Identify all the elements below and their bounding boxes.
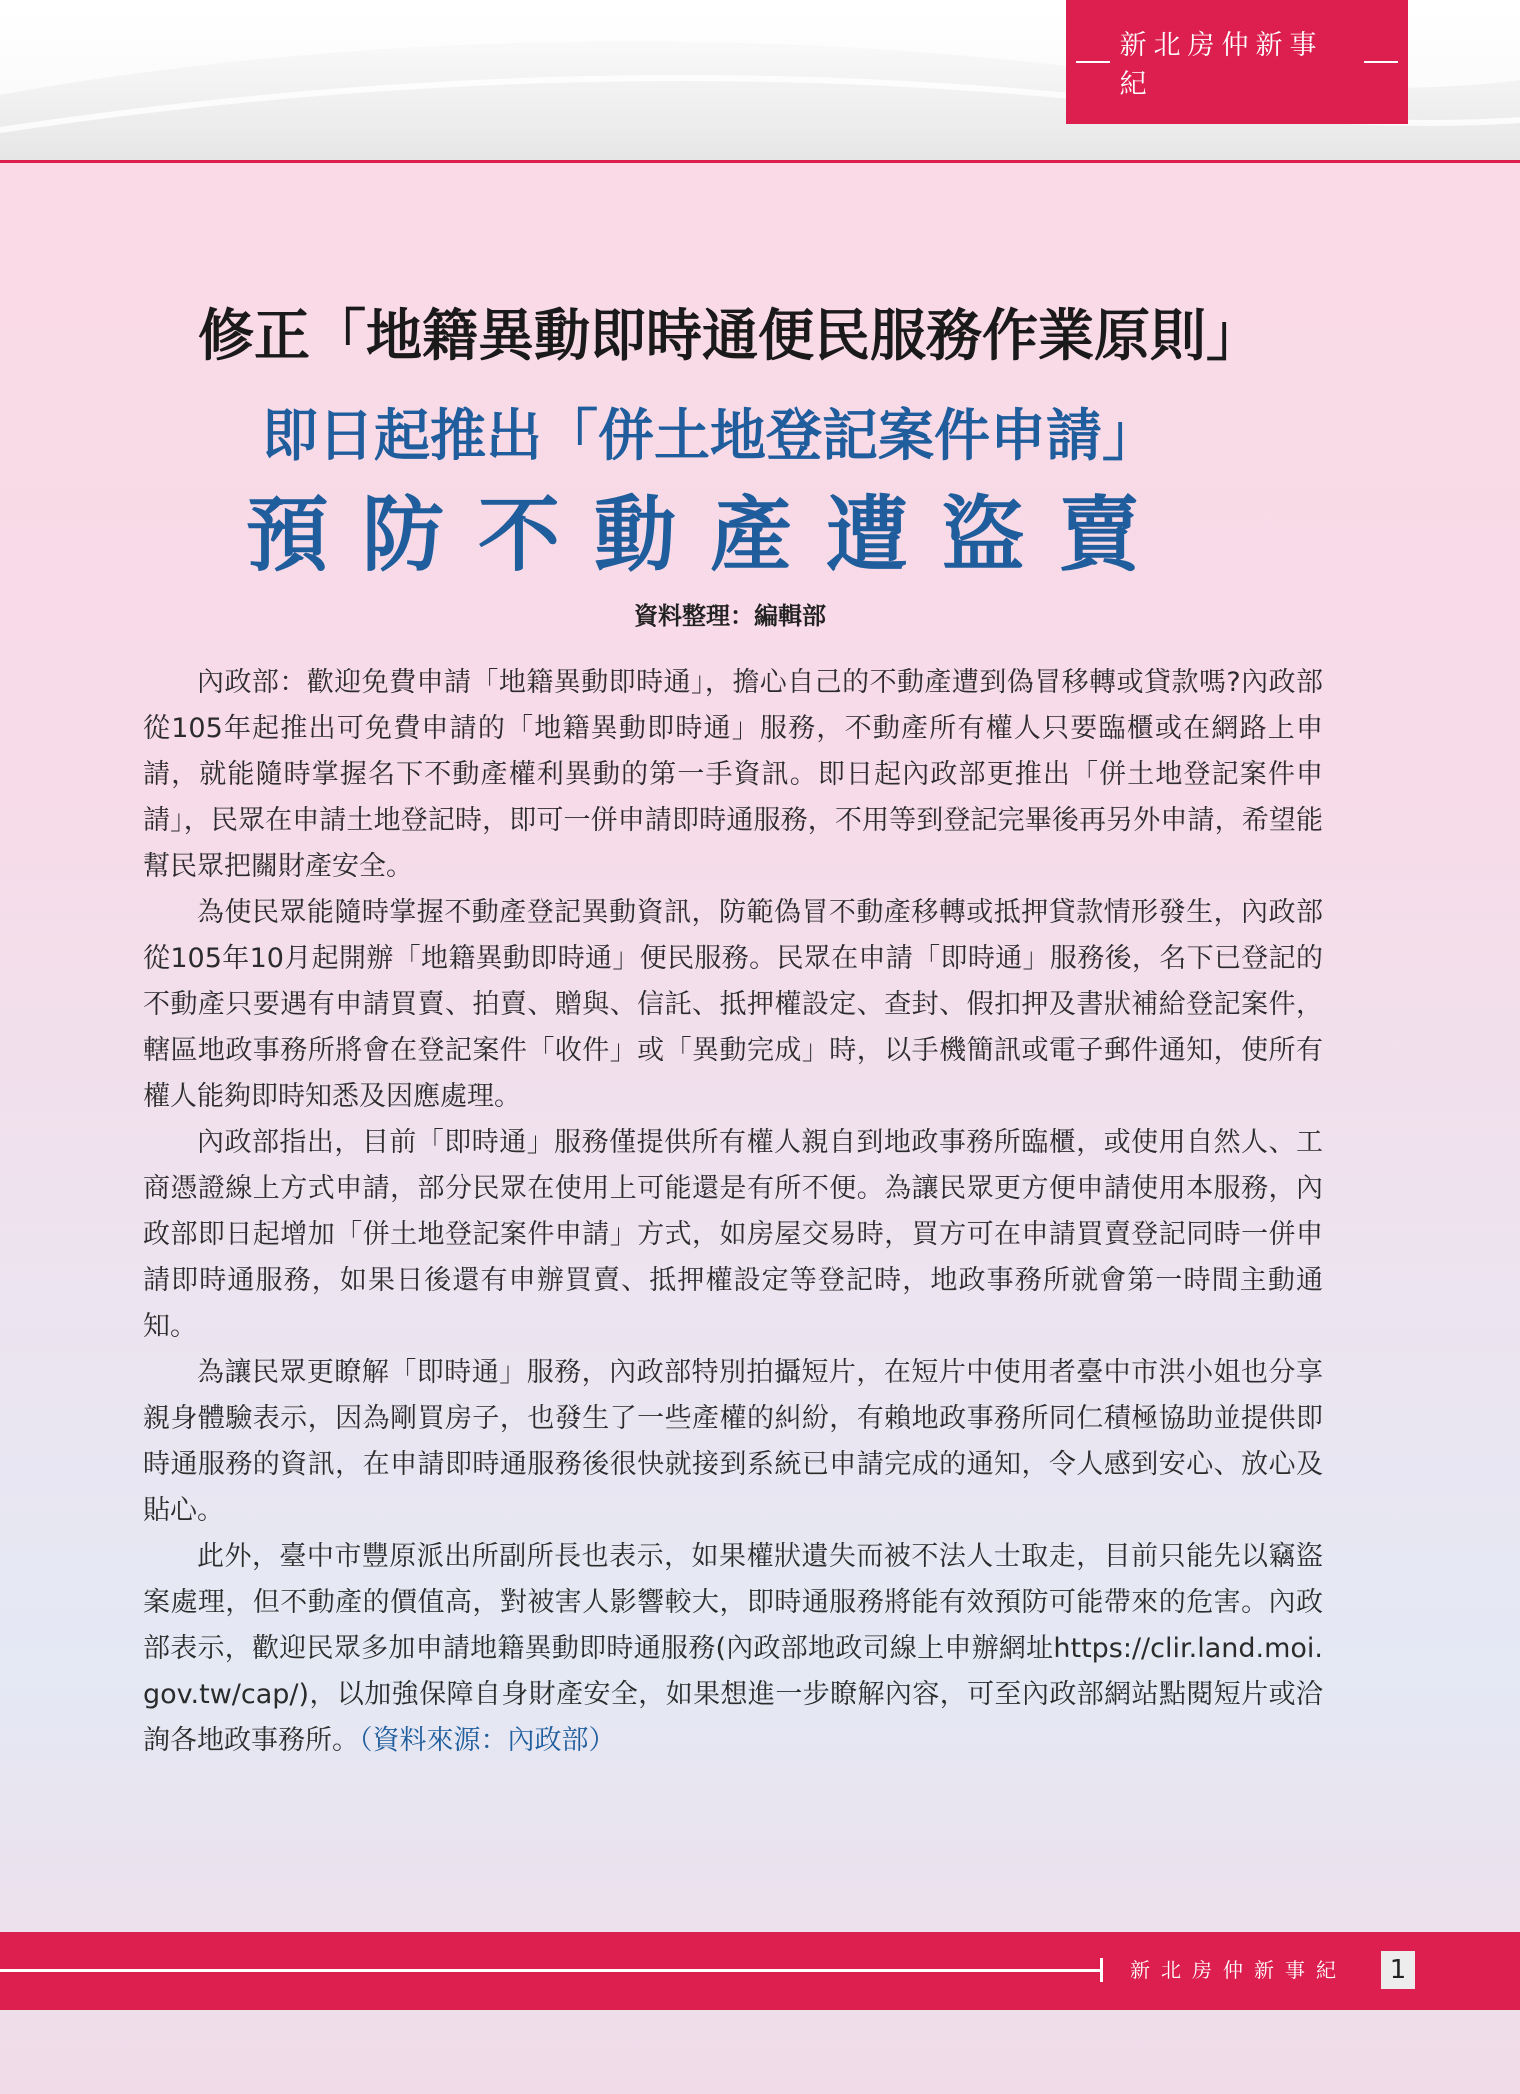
dash-left: [1076, 61, 1110, 63]
paragraph-5-text: 此外，臺中市豐原派出所副所長也表示，如果權狀遺失而被不法人士取走，目前只能先以竊盜案處理，但不動產的價值高，對被害人影響較大，即時通服務將能有效預防可能帶來的危害。內政部表示，歡迎民眾多加申請地籍異動即時通服務(內政部地政司線上申辦網址https://clir.land.moi.gov.tw/cap/)，以加強保障自身財產安全，如果想進一步瞭解內容，可至內政部網站點閱短片或洽詢各地政事務所。: [143, 1541, 1323, 1756]
title-line-1: 修正「地籍異動即時通便民服務作業原則」: [198, 304, 1262, 369]
paragraph-3: 內政部指出，目前「即時通」服務僅提供所有權人親自到地政事務所臨櫃，或使用自然人、工商憑證線上方式申請，部分民眾在使用上可能還是有所不便。為讓民眾更方便申請使用本服務，內政部即日起增加「併土地登記案件申請」方式，如房屋交易時，買方可在申請買賣登記同時一併申請即時通服務，如果日後還有申辦買賣、抵押權設定等登記時，地政事務所就會第一時間主動通知。: [143, 1127, 1323, 1342]
section-label: 新北房仲新事紀: [1119, 30, 1324, 100]
paragraph-2: 為使民眾能隨時掌握不動產登記異動資訊，防範偽冒不動產移轉或抵押貸款情形發生，內政部從105年10月起開辦「地籍異動即時通」便民服務。民眾在申請「即時通」服務後，名下已登記的不動產只要遇有申請買賣、拍賣、贈與、信託、抵押權設定、查封、假扣押及書狀補給登記案件，轄區地政事務所將會在登記案件「收件」或「異動完成」時，以手機簡訊或電子郵件通知，使所有權人能夠即時知悉及因應處理。: [143, 897, 1323, 1112]
dash-right: [1364, 61, 1398, 63]
paragraph-4: 為讓民眾更瞭解「即時通」服務，內政部特別拍攝短片，在短片中使用者臺中市洪小姐也分享親身體驗表示，因為剛買房子，也發生了一些產權的糾紛，有賴地政事務所同仁積極協助並提供即時通服務的資訊，在申請即時通服務後很快就接到系統已申請完成的通知，令人感到安心、放心及貼心。: [143, 1357, 1323, 1526]
byline: 資料整理：編輯部: [634, 602, 826, 630]
footer-band: [0, 1932, 1520, 2010]
paragraph-5: [143, 1534, 1323, 1764]
footer-rule: [0, 1969, 1100, 1972]
footer-tick: [1100, 1958, 1103, 1982]
section-tab: [1066, 0, 1408, 124]
page-number: 1: [1381, 1951, 1415, 1989]
title-line-2: 即日起推出「併土地登記案件申請」: [262, 404, 1158, 469]
header-rule: [0, 160, 1520, 163]
source-note: （資料來源：內政部）: [359, 1725, 616, 1756]
title-line-3: 預防不動產遭盜賣: [245, 488, 1174, 583]
footer-label: 新北房仲新事紀: [1130, 1958, 1347, 1982]
paragraph-1: 內政部：歡迎免費申請「地籍異動即時通」，擔心自己的不動產遭到偽冒移轉或貸款嗎?內政部從105年起推出可免費申請的「地籍異動即時通」服務，不動產所有權人只要臨櫃或在網路上申請，就能隨時掌握名下不動產權利異動的第一手資訊。即日起內政部更推出「併土地登記案件申請」，民眾在申請土地登記時，即可一併申請即時通服務，不用等到登記完畢後再另外申請，希望能幫民眾把關財產安全。: [143, 667, 1323, 882]
article-body: [143, 660, 1323, 1764]
